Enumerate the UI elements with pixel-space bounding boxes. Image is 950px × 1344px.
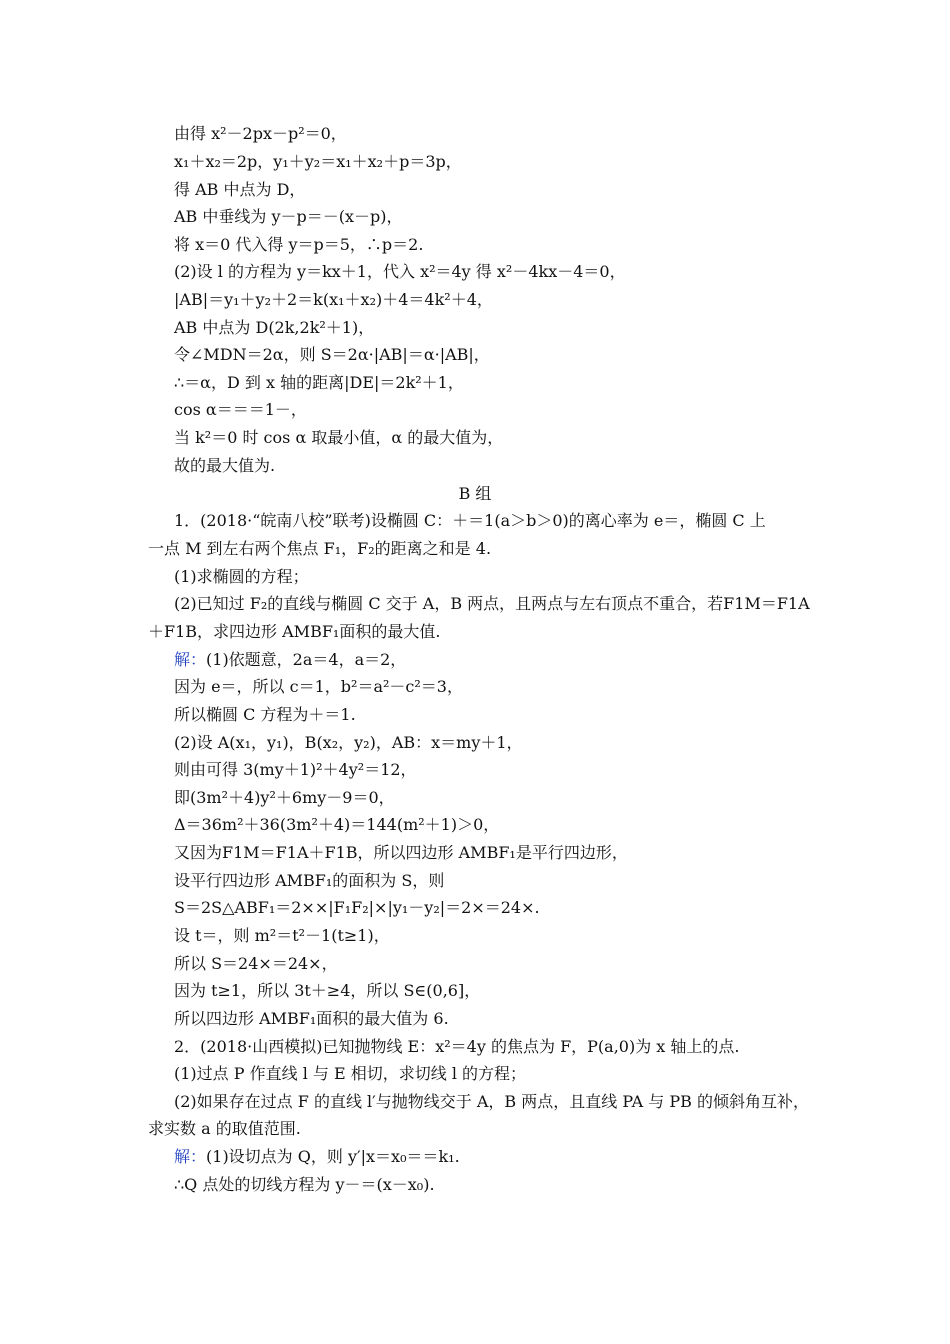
text-line: 所以 S＝24×＝24×，: [174, 954, 338, 973]
text-line: AB 中点为 D(2k,2k²＋1)，: [174, 318, 375, 337]
text-line: 又因为F1M＝F1A＋F1B，所以四边形 AMBF₁是平行四边形，: [174, 843, 628, 862]
text-line: AB 中垂线为 y－p＝－(x－p)，: [174, 207, 403, 226]
text-line: |AB|＝y₁＋y₂＋2＝k(x₁＋x₂)＋4＝4k²＋4，: [174, 290, 493, 309]
text-line: 因为 e＝，所以 c＝1，b²＝a²－c²＝3，: [174, 677, 463, 696]
text-line: 所以四边形 AMBF₁面积的最大值为 6.: [174, 1009, 449, 1028]
solution-label: 解：: [174, 1147, 207, 1166]
text-line: ＋F1B，求四边形 AMBF₁面积的最大值.: [148, 622, 441, 641]
text-line: cos α＝＝＝1－，: [174, 400, 307, 419]
text-line: 得 AB 中点为 D，: [174, 180, 306, 199]
section-heading: B 组: [458, 484, 492, 503]
text-line: 设 t＝，则 m²＝t²－1(t≥1)，: [174, 926, 390, 945]
text-line: (1)过点 P 作直线 l 与 E 相切，求切线 l 的方程；: [174, 1064, 527, 1083]
text-line: 所以椭圆 C 方程为＋＝1.: [174, 705, 356, 724]
solution-line: [174, 650, 406, 670]
text-line: 将 x＝0 代入得 y＝p＝5，∴p＝2.: [174, 235, 424, 254]
text-line: (1)求椭圆的方程；: [174, 567, 309, 586]
solution-text: (1)设切点为 Q，则 y′|x＝x₀＝＝k₁.: [206, 1147, 460, 1166]
text-line: 求实数 a 的取值范围.: [148, 1119, 301, 1138]
text-line: 即(3m²＋4)y²＋6my－9＝0，: [174, 788, 395, 807]
solution-line: [174, 1147, 460, 1167]
text-line: Δ＝36m²＋36(3m²＋4)＝144(m²＋1)＞0，: [174, 815, 500, 834]
text-line: (2)设 A(x₁，y₁)，B(x₂，y₂)，AB：x＝my＋1，: [174, 733, 523, 752]
problem-line: 1．(2018·“皖南八校”联考)设椭圆 C：＋＝1(a＞b＞0)的离心率为 e＝，椭圆 C 上: [174, 511, 766, 530]
text-line: (2)已知过 F₂的直线与椭圆 C 交于 A，B 两点，且两点与左右顶点不重合，若F1M＝F1A: [174, 594, 810, 613]
text-line: 因为 t≥1，所以 3t＋≥4，所以 S∈(0,6]，: [174, 981, 481, 1000]
text-line: 当 k²＝0 时 cos α 取最小值，α 的最大值为，: [174, 428, 504, 447]
text-line: ∴Q 点处的切线方程为 y－＝(x－x₀).: [174, 1175, 435, 1194]
solution-text: (1)依题意，2a＝4，a＝2，: [206, 650, 407, 669]
text-line: 则由可得 3(my＋1)²＋4y²＝12，: [174, 760, 417, 779]
text-line: x₁＋x₂＝2p，y₁＋y₂＝x₁＋x₂＋p＝3p，: [174, 152, 462, 171]
solution-label: 解：: [174, 650, 207, 669]
problem-line: 2．(2018·山西模拟)已知抛物线 E：x²＝4y 的焦点为 F，P(a,0)为 x 轴上的点.: [174, 1037, 740, 1056]
text-line: 令∠MDN＝2α，则 S＝2α·|AB|＝α·|AB|，: [174, 345, 490, 364]
text-line: 由得 x²－2px－p²＝0，: [174, 124, 347, 143]
text-line: (2)如果存在过点 F 的直线 l′与抛物线交于 A，B 两点，且直线 PA 与 PB 的倾斜角互补，: [174, 1092, 809, 1111]
text-line: 设平行四边形 AMBF₁的面积为 S，则: [174, 871, 445, 890]
text-line: ∴＝α，D 到 x 轴的距离|DE|＝2k²＋1，: [174, 373, 464, 392]
text-line: S＝2S△ABF₁＝2××|F₁F₂|×|y₁－y₂|＝2×＝24×.: [174, 898, 540, 917]
text-line: (2)设 l 的方程为 y＝kx＋1，代入 x²＝4y 得 x²－4kx－4＝0，: [174, 262, 626, 281]
problem-line: 一点 M 到左右两个焦点 F₁，F₂的距离之和是 4.: [148, 539, 492, 558]
text-line: 故的最大值为.: [174, 456, 276, 475]
